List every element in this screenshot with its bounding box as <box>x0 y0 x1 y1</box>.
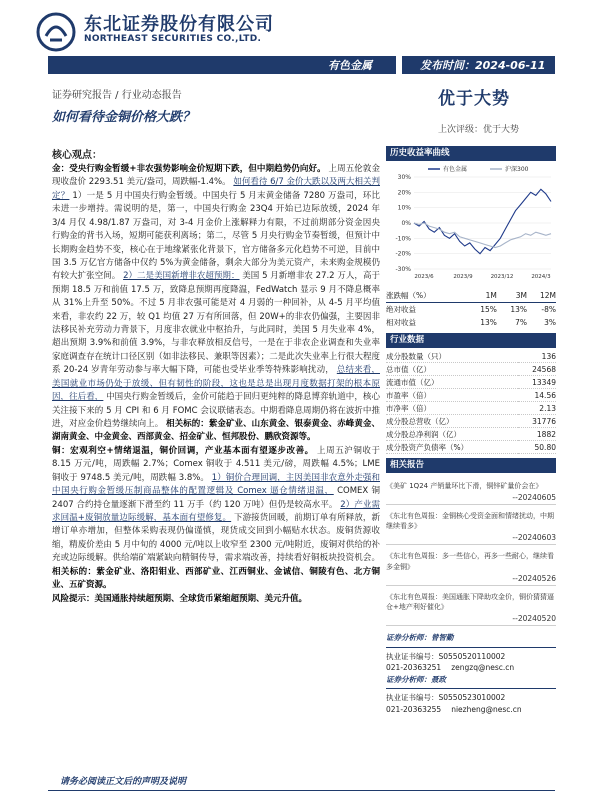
analyst-entry <box>386 674 556 716</box>
y-tick-label: 0% <box>401 220 411 227</box>
sidebar <box>386 146 556 716</box>
risk-warning: 风险提示：美国通胀持续超预期、全球货币紧缩超预期、美元升值。 <box>52 593 308 604</box>
perf-row <box>386 303 556 317</box>
analyst-license: 执业证书编号：S0550520110002 <box>386 651 506 661</box>
copper-p3: 下游接货回暖，前期订单有所释放，新增订单亦增加，但整体采购表现仍偏谨慎，现货成交回到小幅贴水状态。废铜货源收缩，精废价差由 5 月中旬的 4000 元/吨以上收窄至 2300 元/吨附近，废铜对供给的补充或边际缓解。供给端矿端紧缺向精铜传导，需求端改善，持续看好铜板块投资机会。 <box>52 512 381 564</box>
copper-stocks: 相关标的：紫金矿业、洛阳钼业、西部矿业、江西铜业、金诚信、铜陵有色、北方铜业、五矿资源。 <box>52 566 380 591</box>
related-report[interactable] <box>386 586 556 626</box>
y-tick-label: 10% <box>397 204 411 212</box>
copper-question-2: 2）产业需求回温+废铜放量边际缓解，基本面有望修复。 <box>52 499 380 523</box>
industry-value: 14.56 <box>518 389 556 402</box>
industry-value: 136 <box>518 350 556 363</box>
gold-question-2: 2）二是美国新增非农超预期： <box>123 271 240 282</box>
report-title: 如何看待金铜价格大跌？ <box>52 110 196 125</box>
analyst-license: 执业证书编号：S0550523010002 <box>386 693 506 703</box>
legend-label: 沪深300 <box>505 166 529 173</box>
performance-table <box>386 289 556 329</box>
analyst-contact <box>386 662 556 674</box>
y-tick-label: -20% <box>395 250 411 258</box>
perf-header-cell: 涨跌幅（%） <box>386 289 467 303</box>
industry-row <box>386 415 556 428</box>
risk-section <box>52 593 380 606</box>
perf-row <box>386 316 556 329</box>
perf-header-cell: 12M <box>527 289 556 303</box>
analyst-block <box>386 632 556 716</box>
industry-value: 13349 <box>518 376 556 389</box>
perf-cell: 相对收益 <box>386 318 416 327</box>
related-report-date: --20240605 <box>512 493 556 503</box>
related-report-date: --20240520 <box>512 613 556 623</box>
perf-cell: 7% <box>515 318 527 327</box>
perf-header-cell: 3M <box>497 289 527 303</box>
analyst-name: 证券分析师：曾智勤 <box>386 632 454 642</box>
industry-label: 成分股总净利润（亿） <box>386 428 518 441</box>
analyst-phone: 021-20363255 <box>386 705 442 715</box>
y-tick-label: 30% <box>397 174 411 181</box>
related-report[interactable] <box>386 505 556 545</box>
industry-label: 成分股数量（只） <box>386 350 518 363</box>
company-logo-icon <box>36 12 76 52</box>
y-tick-label: -30% <box>395 266 411 273</box>
related-report-title[interactable]: 《东北有色周报：多一些信心，再多一些耐心，继续看多金铜》 <box>386 552 554 571</box>
related-reports-list <box>386 475 556 626</box>
industry-row <box>386 428 556 441</box>
copper-p1: 上周五沪铜收于 8.15 万元/吨，周跌幅 2.7%；Comex 铜收于 4.511 美元/磅，周跌幅 4.5%；LME 铜收于 9748.5 美元/吨，周跌幅 3.8%。 <box>52 445 380 483</box>
previous-rating: 上次评级：优于大势 <box>438 125 520 135</box>
industry-value: 1882 <box>518 428 556 441</box>
y-tick-label: 20% <box>397 189 411 197</box>
brand-name-cn: 东北证券股份有限公司 <box>84 14 274 35</box>
industry-value: 31776 <box>518 415 556 428</box>
related-report[interactable] <box>386 475 556 505</box>
industry-row <box>386 363 556 376</box>
industry-label: 市盈率（倍） <box>386 389 518 402</box>
related-report-date: --20240603 <box>512 533 556 543</box>
return-line-chart <box>386 163 556 283</box>
perf-cell: 绝对收益 <box>386 305 416 314</box>
analyst-email[interactable]: zengzq@nesc.cn <box>451 663 515 673</box>
related-report-title[interactable]: 《东北有色周报：金铜核心受资金面和情绪扰动，中期继续看多》 <box>386 512 554 531</box>
legend-label: 有色金属 <box>443 166 468 173</box>
perf-cell: 15% <box>480 305 497 314</box>
x-tick-label: 2023/6 <box>414 274 434 280</box>
copper-lead: 铜：宏观利空+情绪退温，铜价回调，产业基本面有望逐步改善。 <box>52 445 314 456</box>
analyst-name: 证券分析师：聂政 <box>386 674 446 684</box>
core-label: 核心观点： <box>52 150 102 161</box>
analyst-divider <box>386 647 556 648</box>
gold-p4: 中国央行购金暂缓后，金价可能趋于回归更纯粹的降息博弈轨道中，核心关注接下来的 5 月 CPI 和 6 月 FOMC 会议联储表态。中期看降息周期仍将在波折中推进，对应金价趋势继续向上。 <box>52 392 380 430</box>
analyst-email[interactable]: niezheng@nesc.cn <box>451 705 522 715</box>
publish-date: 发布时间：2024-06-11 <box>420 59 546 72</box>
footer-disclaimer[interactable]: 请务必阅读正文后的声明及说明 <box>60 777 187 787</box>
body-column <box>52 146 380 606</box>
industry-label: 成分股资产负债率（%） <box>386 441 518 454</box>
breadcrumb: 证券研究报告 / 行业动态报告 <box>52 90 182 101</box>
gold-p3: 美国 5 月新增非农 27.2 万人，高于预期 18.5 万和前值 17.5 万，致降息预期再度降温，FedWatch 显示 9 月不降息概率从 31%上升至 50%。不过 5 月非农强可能是对 4 月弱的一种回补，从 4-5 月平均值来看，非农约 22 万，较 Q1 均值 27 万有所回落，但 20W+的非农仍偏强，主要因非法移民补充劳动力背景下，月度非农就业中枢抬升，与此同时，美国 5 月失业率 4%，超出预期 3.9%和前值 3.9%，与非农释放相反信号，一是在于非农企业调查和失业率家庭调查存在统计口径区别（如非法移民、兼职等因素）；二是此次失业率上行很大程度系 20-24 岁青年劳动参与率大幅下降，可能也受毕业季等特殊影响扰动， <box>52 271 380 376</box>
related-report-title[interactable]: 《美矿 1Q24 产销量环比下滑，铜锌矿量价会在》 <box>386 482 543 490</box>
industry-row <box>386 350 556 363</box>
related-report-date: --20240526 <box>512 573 556 583</box>
rating: 优于大势 <box>438 89 510 109</box>
gold-section <box>52 163 380 445</box>
perf-cell: -8% <box>541 305 556 314</box>
gold-question-1: 如何看待 6/7 金价大跌以及两大相关判定？ <box>52 177 380 201</box>
analyst-entry <box>386 632 556 674</box>
footer-divider <box>48 790 555 791</box>
bar-separator <box>396 56 402 74</box>
industry-data-table <box>386 350 556 454</box>
analyst-divider <box>386 688 556 689</box>
x-tick-label: 2023/9 <box>453 274 473 280</box>
analyst-contact <box>386 704 556 716</box>
industry-row <box>386 389 556 402</box>
related-reports-header: 相关报告 <box>386 458 556 473</box>
industry-value: 2.13 <box>518 402 556 415</box>
chart-header: 历史收益率曲线 <box>386 146 556 161</box>
gold-question-3: 总结来看，美国就业市场仍处于放缓、但有韧性的阶段，这也是总是出现月度数据打架的根本原因，往后看， <box>52 365 380 403</box>
industry-value: 50.80 <box>518 441 556 454</box>
x-tick-label: 2024/3 <box>531 274 551 280</box>
category-label: 有色金属 <box>328 59 372 72</box>
industry-row <box>386 376 556 389</box>
brand-name-en: NORTHEAST SECURITIES CO.,LTD. <box>84 34 262 44</box>
industry-label: 成分股总营收（亿） <box>386 415 518 428</box>
perf-cell: 13% <box>480 318 497 327</box>
gold-p1: 上周五伦敦金现收盘价 2293.51 美元/盎司，周跌幅-1.4%。 <box>52 164 380 188</box>
perf-header-row <box>386 289 556 303</box>
related-report-title[interactable]: 《东北有色周报：美国通胀下降助攻金价，铜价猜猜逼仓+地产利好催化》 <box>386 592 554 611</box>
gold-stocks: 相关标的：紫金矿业、山东黄金、银泰黄金、赤峰黄金、湖南黄金、中金黄金、西部黄金、招金矿业、恒邦股份、鹏欣资源等。 <box>52 419 380 443</box>
x-tick-label: 2023/12 <box>490 274 514 280</box>
series-line <box>414 223 551 248</box>
copper-p2: COMEX 铜 2407 合约持仓量逐渐下滑至约 11 万手（约 120 万吨）但仍是较高水平。 <box>52 486 381 510</box>
industry-data-header: 行业数据 <box>386 333 556 348</box>
industry-value: 24568 <box>518 363 556 376</box>
gold-lead: 金：受央行购金暂缓+非农强势影响金价短期下跌，但中期趋势仍向好。 <box>52 164 326 174</box>
perf-header-cell: 1M <box>467 289 497 303</box>
copper-question-1: 1）铜价合理回调，主因美国非农意外走强和中国央行购金暂缓压制商品整体的配置逻辑及 Comex 逼仓情绪退温， <box>52 472 380 497</box>
industry-label: 市净率（倍） <box>386 402 518 415</box>
analyst-phone: 021-20363251 <box>386 663 442 673</box>
industry-row <box>386 402 556 415</box>
industry-row <box>386 441 556 454</box>
industry-label: 流通市值（亿） <box>386 376 518 389</box>
gold-p2: 1）一是 5 月中国央行购金暂缓。中国央行 5 月末黄金储备 7280 万盎司，环比未进一步增持。需说明的是，第一，中国央行购金 23Q4 开始已边际放缓，2024 年 3/4 月仅 4.98/1.87 万盎司，对 3-4 月金价上涨解释力有限，不过前期部分资金因央行购金的背书入场，短期可能获利离场；第二，尽管 5 月央行购金节奏暂缓，但预计中长期购金趋势不变，核心在于地缘紧张化背景下，官方储备多元化趋势不可逆，目前中国 3.5 万亿官方储备中仅约 5%为黄金储备，剩余大部分为美元资产，未来购金规模仍有较大扩张空间。 <box>52 190 380 282</box>
copper-section <box>52 445 380 593</box>
perf-cell: 3% <box>544 318 556 327</box>
perf-cell: 13% <box>510 305 527 314</box>
related-report[interactable] <box>386 545 556 585</box>
y-tick-label: -10% <box>395 235 411 243</box>
industry-label: 总市值（亿） <box>386 363 518 376</box>
